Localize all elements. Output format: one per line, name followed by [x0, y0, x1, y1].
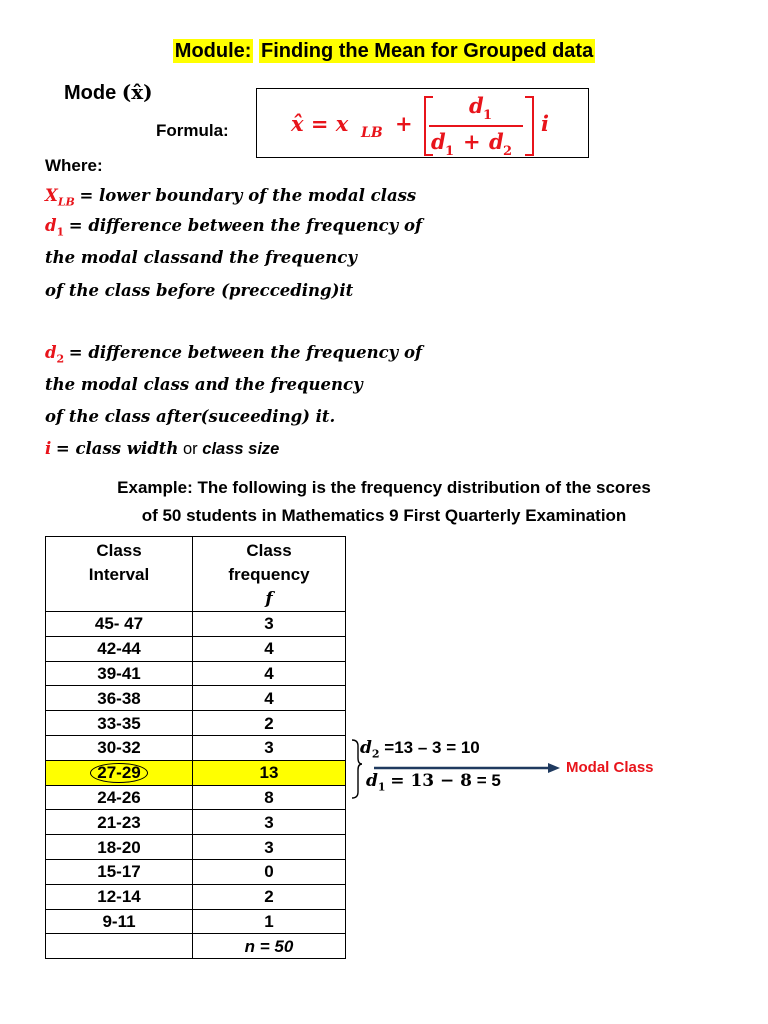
mode-label: Mode [64, 82, 117, 104]
table-header-row [46, 537, 346, 612]
formula-den-sub2: 2 [503, 144, 513, 159]
d2-calc-symbol: d [360, 738, 372, 758]
definition-d1-line3 [45, 281, 353, 301]
d1-calculation [366, 771, 501, 793]
interval-cell [46, 760, 193, 785]
frequency-cell: 3 [193, 810, 346, 835]
definition-d2-line3 [45, 407, 335, 427]
where-label: Where: [45, 156, 103, 175]
class-interval-header [46, 537, 193, 612]
interval-cell: 24-26 [46, 785, 193, 810]
formula-plus: + [395, 111, 413, 136]
d2-sub: 2 [56, 352, 65, 366]
i-text-1: = class width [55, 439, 179, 458]
d2-calc-text: =13 – 3 = 10 [384, 738, 480, 757]
modal-interval-circled: 27-29 [90, 763, 147, 783]
frequency-table [45, 536, 346, 959]
d2-text-1: = difference between the frequency of [68, 343, 423, 362]
xlb-text: = lower boundary of the modal class [79, 186, 417, 205]
interval-cell: 21-23 [46, 810, 193, 835]
table-row [46, 711, 346, 736]
d2-text-3: of the class after(suceeding) it. [45, 407, 336, 426]
table-row [46, 735, 346, 760]
frequency-cell: 4 [193, 686, 346, 711]
i-or: or [183, 440, 198, 458]
mode-symbol: (x̂) [121, 80, 153, 104]
frequency-cell: 8 [193, 785, 346, 810]
frequency-cell: 2 [193, 711, 346, 736]
d1-calc-symbol: d [366, 771, 378, 791]
definition-xlb [45, 186, 416, 208]
xlb-symbol: X [45, 186, 58, 205]
page-title [0, 40, 768, 63]
frequency-cell: 4 [193, 661, 346, 686]
formula-num-sub: 1 [483, 108, 493, 123]
title-prefix: Module: [174, 40, 252, 62]
total-empty-cell [46, 934, 193, 959]
mode-heading [64, 80, 153, 105]
i-text-2: class size [202, 440, 280, 458]
class-interval-header-line2: Interval [88, 565, 150, 584]
modal-class-row [46, 760, 346, 785]
interval-cell: 9-11 [46, 909, 193, 934]
d2-calculation [360, 738, 480, 760]
frequency-cell: 4 [193, 636, 346, 661]
formula-i: i [541, 111, 549, 136]
d1-text-2: the modal classand the frequency [45, 248, 357, 267]
frequency-cell: 3 [193, 612, 346, 637]
i-symbol: i [45, 439, 52, 458]
definition-d2-line2 [45, 375, 363, 395]
interval-cell: 30-32 [46, 735, 193, 760]
table-row [46, 612, 346, 637]
frequency-cell: 3 [193, 835, 346, 860]
d2-text-2: the modal class and the frequency [45, 375, 363, 394]
modal-class-label: Modal Class [566, 759, 654, 776]
example-text [0, 474, 768, 530]
formula-numerator: d [469, 93, 484, 118]
mode-formula [257, 89, 590, 159]
class-interval-header-line1: Class [96, 541, 142, 560]
frequency-cell: 0 [193, 859, 346, 884]
d1-calc-sub: 1 [377, 780, 386, 794]
frequency-cell: 3 [193, 735, 346, 760]
frequency-cell: 13 [193, 760, 346, 785]
table-row [46, 835, 346, 860]
d1-sub: 1 [56, 225, 65, 239]
definition-d1-line2 [45, 248, 357, 268]
total-cell: n = 50 [193, 934, 346, 959]
formula-label: Formula: [156, 121, 229, 140]
frequency-cell: 2 [193, 884, 346, 909]
modal-arrow-head [548, 763, 560, 773]
table-row [46, 884, 346, 909]
d2-calc-sub: 2 [371, 747, 380, 761]
d1-calc-math: = 13 − 8 [390, 771, 473, 791]
table-row [46, 909, 346, 934]
class-frequency-header-line2: frequency [228, 565, 310, 584]
table-row [46, 661, 346, 686]
formula-box [256, 88, 589, 158]
definition-d1-line1 [45, 216, 422, 238]
class-frequency-header-line3: f [265, 589, 273, 609]
d1-text-3: of the class before (precceding)it [45, 281, 354, 300]
table-row [46, 636, 346, 661]
interval-cell: 45- 47 [46, 612, 193, 637]
table-row [46, 859, 346, 884]
table-row [46, 810, 346, 835]
table-row [46, 686, 346, 711]
lower-brace [352, 770, 358, 798]
formula-den-plus: + [463, 129, 481, 154]
interval-cell: 39-41 [46, 661, 193, 686]
example-line-1: Example: The following is the frequency distribution of the scores [117, 478, 651, 497]
formula-lhs: x̂ = x [291, 111, 349, 136]
interval-cell: 42-44 [46, 636, 193, 661]
d1-calc-result: = 5 [476, 771, 501, 790]
interval-cell: 15-17 [46, 859, 193, 884]
title-main: Finding the Mean for Grouped data [261, 40, 594, 62]
interval-cell: 36-38 [46, 686, 193, 711]
formula-den-sub1: 1 [445, 144, 455, 159]
frequency-cell: 1 [193, 909, 346, 934]
formula-lb-sub: LB [361, 125, 383, 141]
example-line-2: of 50 students in Mathematics 9 First Quarterly Examination [141, 506, 627, 525]
d1-symbol: d [45, 216, 57, 235]
total-row [46, 934, 346, 959]
d2-symbol: d [45, 343, 57, 362]
d1-text-1: = difference between the frequency of [68, 216, 423, 235]
interval-cell: 18-20 [46, 835, 193, 860]
definition-d2-line1 [45, 343, 422, 365]
class-frequency-header [193, 537, 346, 612]
xlb-sub: LB [57, 195, 75, 209]
class-frequency-header-line1: Class [246, 541, 292, 560]
interval-cell: 12-14 [46, 884, 193, 909]
right-bracket [525, 97, 533, 155]
interval-cell: 33-35 [46, 711, 193, 736]
definition-i [45, 439, 279, 459]
formula-den-right: d [489, 129, 504, 154]
formula-den-left: d [431, 129, 446, 154]
table-row [46, 785, 346, 810]
